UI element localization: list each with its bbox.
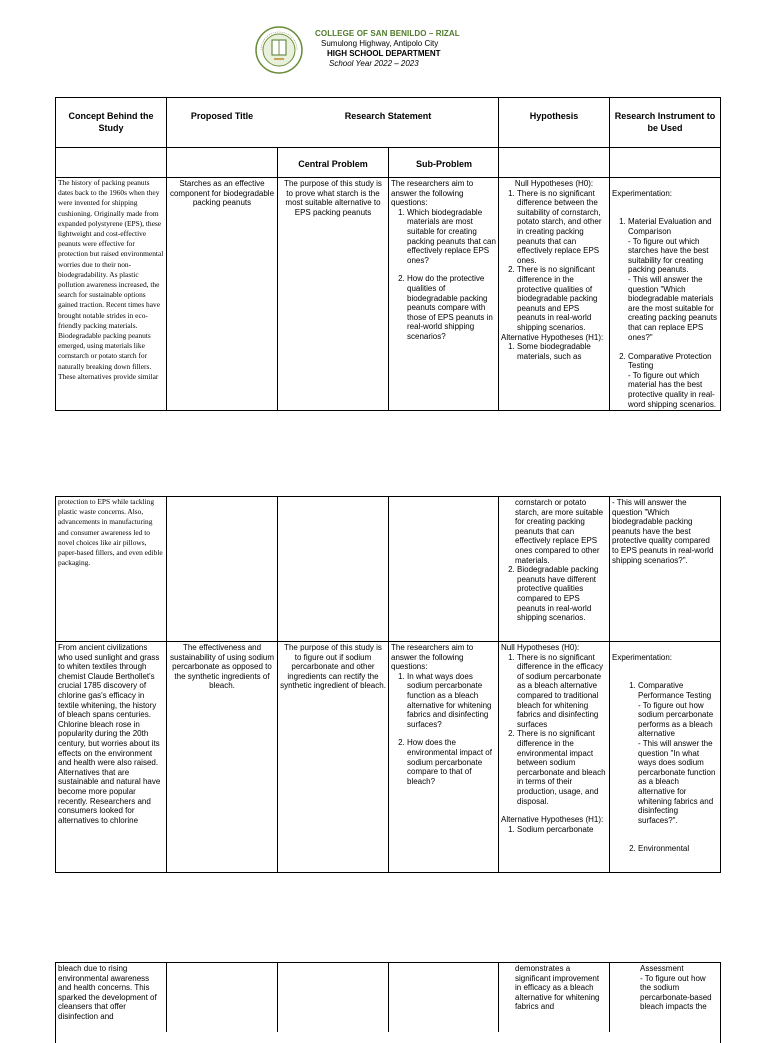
college-seal-icon bbox=[255, 26, 303, 74]
college-name: COLLEGE OF SAN BENILDO – RIZAL bbox=[315, 29, 460, 38]
null-hypothesis-title: Null Hypotheses (H0): bbox=[514, 179, 594, 188]
header-research-instrument: Research Instrument to be Used bbox=[614, 111, 716, 133]
sub-problem-question: 2. How does the environmental impact of sodium percarbonate compare to that of bleach? bbox=[407, 738, 497, 786]
column-divider bbox=[498, 962, 499, 1032]
header-proposed-title: Proposed Title bbox=[190, 111, 254, 121]
instrument-item: 1. Material Evaluation and Comparison - To figure out which starches have the best suitability for creating packing peanuts. - This will answer the question "Which biodegradable materials are the most suitable for creating packing peanuts that can replace EPS ones?" bbox=[628, 217, 718, 342]
column-divider bbox=[166, 97, 167, 410]
instrument-item: 1. Comparative Performance Testing - To figure out how sodium percarbonate performs as a bleach alternative - This will answer the question "In what ways does sodium percarbonate function as a bleach alternative for whitening fabrics and disinfecting surfaces?". bbox=[638, 681, 718, 825]
sub-problem-question: 1. Which biodegradable materials are most suitable for creating packing peanuts that can effectively replace EPS ones? bbox=[407, 208, 497, 266]
null-hypothesis-title: Null Hypotheses (H0): bbox=[501, 643, 580, 652]
instrument-cell-continued: Assessment - To figure out how the sodium percarbonate-based bleach impacts the bbox=[640, 964, 712, 1012]
hypothesis-cell-continued bbox=[501, 498, 607, 640]
sub-problem-intro: The researchers aim to answer the following questions: bbox=[391, 179, 474, 208]
column-divider bbox=[388, 496, 389, 872]
header-hypothesis: Hypothesis bbox=[529, 111, 579, 121]
sub-problem-question: 1. In what ways does sodium percarbonate function as a bleach alternative for whitening fabrics and disinfecting surfaces? bbox=[407, 672, 497, 730]
header-sub-problem: Sub-Problem bbox=[415, 159, 472, 169]
sub-problem-cell bbox=[391, 643, 497, 871]
alt-hypothesis-continued: cornstarch or potato starch, are more suitable for creating packing peanuts that can effectively replace EPS ones compared to other materials. bbox=[515, 498, 604, 565]
column-divider bbox=[609, 962, 610, 1032]
document-header bbox=[255, 26, 555, 76]
proposed-title-cell: The effectiveness and sustainability of using sodium percarbonate as opposed to the synthetic ingredients of bleach. bbox=[169, 643, 275, 691]
header-concept: Concept Behind the Study bbox=[68, 111, 154, 133]
alt-hypothesis: 1. Sodium percarbonate bbox=[517, 825, 607, 835]
alt-hypothesis-title: Alternative Hypotheses (H1): bbox=[501, 332, 604, 342]
column-divider bbox=[166, 496, 167, 872]
null-hypothesis: 2. There is no significant difference in the protective qualities of biodegradable packing peanuts and EPS peanuts in real-world shipping scenarios. bbox=[517, 265, 607, 332]
college-address: Sumulong Highway, Antipolo City bbox=[321, 39, 439, 48]
column-divider bbox=[498, 496, 499, 872]
instrument-cell-continued: - This will answer the question "Which biodegradable packing peanuts have the best protective quality compared to EPS peanuts in real-world shipping scenarios?". bbox=[612, 498, 714, 565]
alt-hypothesis-continued: demonstrates a significant improvement in efficacy as a bleach alternative for whitening fabrics and bbox=[515, 964, 600, 1012]
concept-cell-continued: protection to EPS while tackling plastic waste concerns. Also, advancements in manufacturing and consumer awareness led to novel choices like air pillows, paper-based fillers, and even edible packaging. bbox=[58, 497, 163, 568]
instrument-cell bbox=[612, 179, 718, 409]
department-name: HIGH SCHOOL DEPARTMENT bbox=[327, 49, 441, 58]
column-divider bbox=[277, 962, 278, 1032]
concept-cell: From ancient civilizations who used sunlight and grass to whiten textiles through chemist Claude Berthollet's crucial 1785 discovery of chlorine gas's efficacy in textile whitening, the history of bleach spans centuries. Chlorine bleach rose in popularity during the 20th century, but worries about its effects on the environment and health were also raised. Alternatives that are sustainable and natural have become more popular recently. Researchers and consumers looked for alternatives to chlorine bbox=[58, 643, 161, 825]
null-hypothesis: 2. There is no significant difference in the environmental impact between sodium percarbonate and bleach in terms of their production, usage, and disposal. bbox=[517, 729, 607, 806]
central-problem-cell: The purpose of this study is to prove what starch is the most suitable alternative to EPS packing peanuts bbox=[284, 179, 382, 217]
alt-hypothesis-title: Alternative Hypotheses (H1): bbox=[501, 815, 604, 825]
header-research-statement: Research Statement bbox=[344, 111, 432, 121]
instrument-title: Experimentation: bbox=[612, 188, 673, 198]
header-central-problem: Central Problem bbox=[298, 159, 368, 169]
central-problem-cell: The purpose of this study is to figure out if sodium percarbonate and other ingredients can rectify the synthetic ingredient of bleach. bbox=[280, 643, 386, 691]
column-divider bbox=[277, 496, 278, 872]
sub-problem-cell bbox=[391, 179, 497, 409]
hypothesis-cell bbox=[501, 643, 607, 871]
school-year: School Year 2022 – 2023 bbox=[329, 59, 419, 68]
instrument-cell bbox=[612, 643, 718, 871]
column-divider bbox=[609, 97, 610, 410]
alt-hypothesis: 2. Biodegradable packing peanuts have different protective qualities compared to EPS peanuts in real-world shipping scenarios. bbox=[517, 565, 607, 623]
column-divider bbox=[388, 147, 389, 410]
column-divider bbox=[277, 147, 278, 410]
instrument-item: 2. Comparative Protection Testing - To figure out which material has the best protective quality in real-word shipping scenarios. bbox=[628, 352, 718, 409]
null-hypothesis: 1. There is no significant difference in the efficacy of sodium percarbonate as a bleach alternative compared to traditional bleach for whitening fabrics and disinfecting surfaces bbox=[517, 653, 607, 730]
sub-problem-question: 2. How do the protective qualities of biodegradable packing peanuts compare with those of EPS peanuts in real-world shipping scenarios? bbox=[407, 274, 497, 341]
column-divider bbox=[166, 962, 167, 1032]
instrument-title: Experimentation: bbox=[612, 652, 673, 662]
concept-cell-continued: bleach due to rising environmental awareness and health concerns. This sparked the development of cleansers that offer disinfection and bbox=[58, 964, 157, 1021]
sub-problem-intro: The researchers aim to answer the following questions: bbox=[391, 643, 474, 672]
row-divider bbox=[55, 147, 720, 148]
concept-cell: The history of packing peanuts dates back to the 1960s when they were invented for shipping cushioning. Originally made from expanded polystyrene (EPS), these lightweight and cost-effective peanuts were effective for protection but raised environmental worries due to their non-biodegradability. As plastic pollution awareness increased, the search for sustainable options gained traction. Recent times have brought notable strides in eco-friendly packing materials. Biodegradable packing peanuts emerged, using materials like cornstarch or potato starch for naturally breaking down fillers. These alternatives provide similar bbox=[58, 178, 164, 381]
column-divider bbox=[388, 962, 389, 1032]
proposed-title-cell: Starches as an effective component for biodegradable packing peanuts bbox=[169, 179, 275, 208]
alt-hypothesis: 1. Some biodegradable materials, such as bbox=[517, 342, 607, 361]
null-hypothesis: 1. There is no significant difference between the suitability of cornstarch, potato starch, and other in creating packing peanuts that can effectively replace EPS ones. bbox=[517, 189, 607, 266]
row-divider bbox=[55, 641, 720, 642]
column-divider bbox=[498, 97, 499, 410]
hypothesis-cell bbox=[501, 179, 607, 409]
column-divider bbox=[609, 496, 610, 872]
instrument-item: 2. Environmental bbox=[638, 844, 718, 854]
